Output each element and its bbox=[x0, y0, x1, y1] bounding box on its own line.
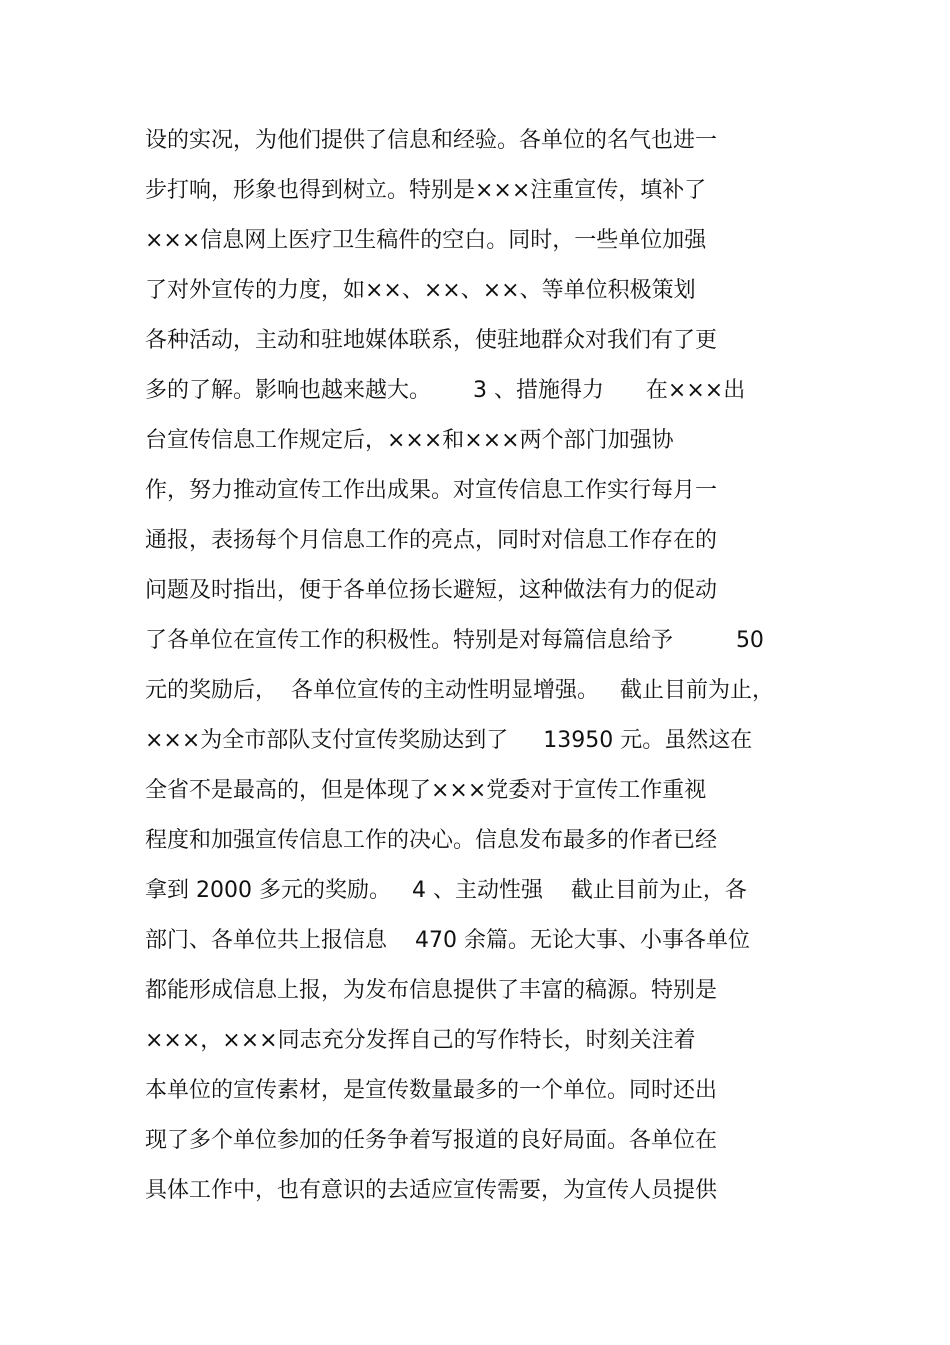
text-line: 步打响，形象也得到树立。特别是×××注重宣传，填补了 bbox=[145, 178, 707, 203]
text-line: 作，努力推动宣传工作出成果。对宣传信息工作实行每月一 bbox=[145, 478, 718, 503]
text-line: 元的奖励后， 各单位宣传的主动性明显增强。 截止目前为止， bbox=[145, 678, 774, 703]
text-line: 全省不是最高的，但是体现了×××党委对于宣传工作重视 bbox=[145, 778, 707, 803]
text-line: 拿到 2000 多元的奖励。 4 、主动性强 截止目前为止，各 bbox=[145, 878, 747, 903]
text-line: 通报，表扬每个月信息工作的亮点，同时对信息工作存在的 bbox=[145, 528, 718, 553]
text-line: 都能形成信息上报，为发布信息提供了丰富的稿源。特别是 bbox=[145, 978, 718, 1003]
text-line: 本单位的宣传素材，是宣传数量最多的一个单位。同时还出 bbox=[145, 1078, 718, 1103]
text-line: 问题及时指出，便于各单位扬长避短，这种做法有力的促动 bbox=[145, 578, 718, 603]
text-line: 各种活动，主动和驻地媒体联系，使驻地群众对我们有了更 bbox=[145, 328, 718, 353]
text-line: 多的了解。影响也越来越大。 3 、措施得力 在×××出 bbox=[145, 378, 746, 403]
text-line: ×××为全市部队支付宣传奖励达到了 13950 元。虽然这在 bbox=[145, 728, 753, 753]
body-text bbox=[145, 116, 845, 1216]
text-line: 台宣传信息工作规定后，×××和×××两个部门加强协 bbox=[145, 428, 674, 453]
text-line: 具体工作中，也有意识的去适应宣传需要，为宣传人员提供 bbox=[145, 1178, 718, 1203]
text-line: 现了多个单位参加的任务争着写报道的良好局面。各单位在 bbox=[145, 1128, 718, 1153]
text-line: 部门、各单位共上报信息 470 余篇。无论大事、小事各单位 bbox=[145, 928, 750, 953]
text-line: 程度和加强宣传信息工作的决心。信息发布最多的作者已经 bbox=[145, 828, 718, 853]
text-line: ×××，×××同志充分发挥自己的写作特长，时刻关注着 bbox=[145, 1028, 696, 1053]
text-line: 了各单位在宣传工作的积极性。特别是对每篇信息给予 50 bbox=[145, 628, 764, 653]
text-line: 了对外宣传的力度，如××、××、××、等单位积极策划 bbox=[145, 278, 696, 303]
text-line: ×××信息网上医疗卫生稿件的空白。同时，一些单位加强 bbox=[145, 228, 707, 253]
text-line: 设的实况，为他们提供了信息和经验。各单位的名气也进一 bbox=[145, 128, 718, 153]
